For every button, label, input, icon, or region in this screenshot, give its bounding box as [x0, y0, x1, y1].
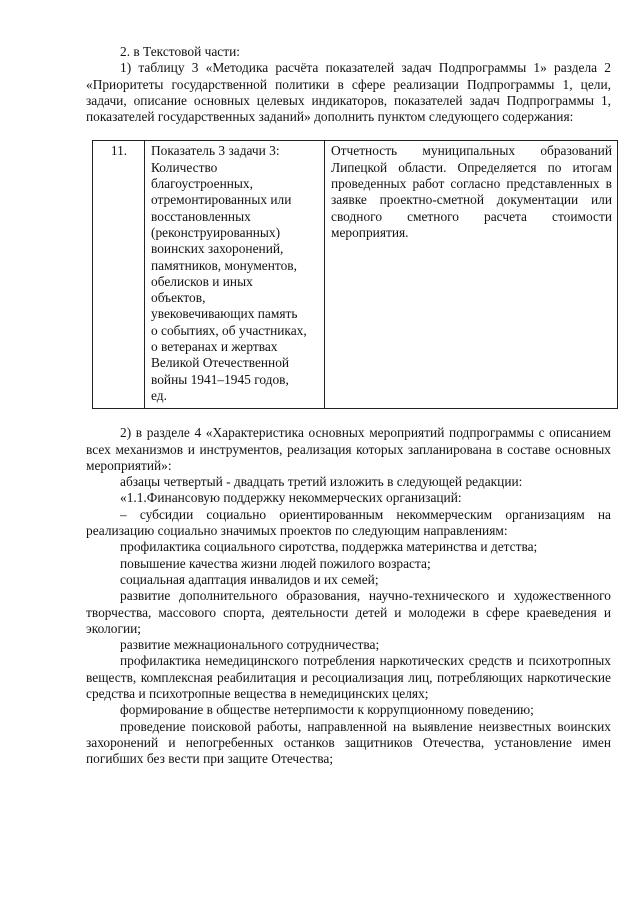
paragraph: профилактика немедицинского потребления наркотических средств и психотропных веществ, комплексная реабилитация и ресоциализация лиц, потребляющих наркотические средства и психотропные вещества в немедицинских целях;: [86, 653, 611, 701]
paragraph: формирование в обществе нетерпимости к коррупционному поведению;: [120, 702, 534, 718]
item1-intro: 1) таблицу 3 «Методика расчёта показателей задач Подпрограммы 1» раздела 2 «Приоритеты государственной политики в сфере реализации Подпрограммы 1, цели, задачи, описание основных целевых индикаторов, показателей задач Подпрограммы 1, показателей государственных заданий» дополнить пунктом следующего содержания:: [86, 60, 611, 125]
paragraph: абзацы четвертый - двадцать третий изложить в следующей редакции:: [120, 474, 523, 490]
indicator-line: обелисков и иных: [151, 273, 253, 289]
indicator-line: увековечивающих память: [151, 306, 298, 322]
paragraph: социальная адаптация инвалидов и их семей;: [120, 571, 379, 587]
paragraph: «1.1.Финансовую поддержку некоммерческих организаций:: [120, 490, 462, 506]
indicator-line: Показатель 3 задачи 3:: [151, 143, 280, 159]
indicator-line: ед.: [151, 387, 167, 403]
indicator-line: Великой Отечественной: [151, 355, 290, 371]
row-number-cell: 11.: [93, 141, 145, 409]
indicator-line: объектов,: [151, 290, 206, 306]
paragraph: развитие дополнительного образования, научно-технического и художественного творчества, массового спорта, деятельности детей и молодежи в сфере краеведения и экологии;: [86, 588, 611, 636]
section-heading: 2. в Текстовой части:: [120, 44, 240, 59]
table-row: [93, 141, 618, 409]
indicator-line: восстановленных: [151, 208, 251, 224]
indicator-line: войны 1941–1945 годов,: [151, 371, 289, 387]
paragraph: – субсидии социально ориентированным некоммерческим организациям на реализацию социально значимых проектов по следующим направлениям:: [86, 506, 611, 539]
indicator-line: памятников, монументов,: [151, 257, 297, 273]
document-body: [86, 44, 611, 767]
paragraph: проведение поисковой работы, направленной на выявление неизвестных воинских захоронений и непогребенных останков защитников Отечества, установление имен погибших без вести при защите Отечества;: [86, 718, 611, 767]
indicator-name-cell: [145, 141, 325, 409]
indicator-line: о событиях, об участниках,: [151, 322, 307, 338]
indicator-line: воинских захоронений,: [151, 241, 284, 257]
indicator-line: отремонтированных или: [151, 192, 292, 208]
indicator-line: благоустроенных,: [151, 176, 253, 192]
method-cell: Отчетность муниципальных образований Липецкой области. Определяется по итогам проведенных работ согласно представленных в заявке проектно-сметной документации или сводного сметного расчета стоимости мероприятия.: [325, 141, 618, 409]
item2-intro: 2) в разделе 4 «Характеристика основных мероприятий подпрограммы с описанием всех механизмов и инструментов, реализация которых запланирована в составе основных мероприятий»:: [86, 425, 611, 473]
indicator-line: Количество: [151, 159, 218, 175]
paragraph: профилактика социального сиротства, поддержка материнства и детства;: [120, 539, 538, 555]
paragraph: развитие межнационального сотрудничества;: [120, 637, 380, 653]
indicator-line: о ветеранах и жертвах: [151, 339, 278, 355]
indicator-table: [92, 140, 618, 409]
paragraph: повышение качества жизни людей пожилого возраста;: [120, 555, 431, 571]
indicator-line: (реконструированных): [151, 224, 281, 240]
